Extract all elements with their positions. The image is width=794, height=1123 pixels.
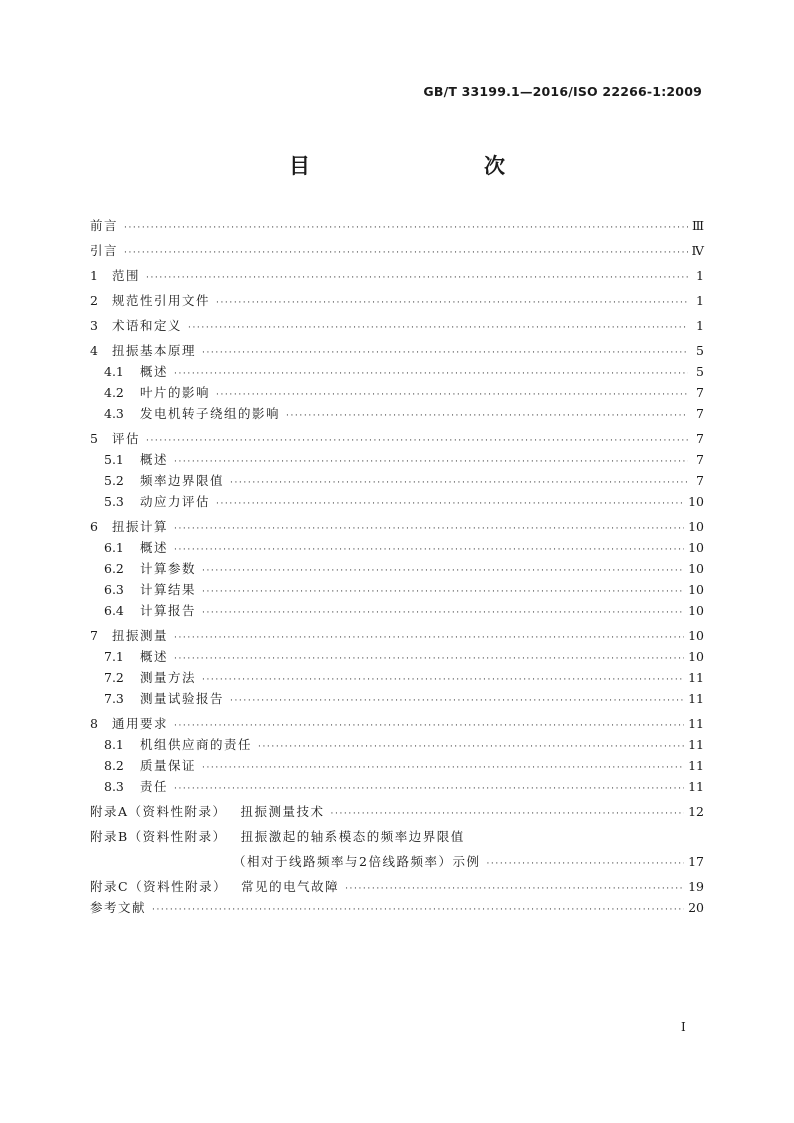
toc-entry-section-8[interactable] [90, 713, 704, 734]
toc-page: 10 [688, 603, 704, 618]
toc-number: 8.1 [104, 737, 124, 752]
toc-label: 扭振计算 [112, 519, 169, 534]
toc-number: 6 [90, 519, 98, 534]
toc-number: 4.1 [104, 364, 124, 379]
toc-label: 计算报告 [140, 603, 197, 618]
toc-label: 概述 [140, 364, 169, 379]
toc-number: 4 [90, 343, 98, 358]
toc-number: 4.3 [104, 406, 124, 421]
toc-label: 发电机转子绕组的影响 [140, 406, 281, 421]
leader-dots [345, 879, 684, 900]
standard-number: GB/T 33199.1—2016/ISO 22266-1:2009 [423, 84, 702, 99]
toc-page: 10 [688, 494, 704, 509]
toc-number: 6.3 [104, 582, 124, 597]
toc-page: 19 [688, 879, 704, 894]
toc-entry-annex-c[interactable] [90, 876, 704, 897]
toc-entry-section-5-1[interactable] [90, 449, 704, 470]
toc-number: 4.2 [104, 385, 124, 400]
toc-number: 1 [90, 268, 98, 283]
toc-label: 叶片的影响 [140, 385, 211, 400]
toc-entry-section-6-3[interactable] [90, 579, 704, 600]
toc-number: 附录A（资料性附录） [90, 804, 227, 819]
toc-page: 5 [696, 364, 704, 379]
leader-dots [188, 318, 688, 339]
toc-number: 6.1 [104, 540, 124, 555]
toc-number: 7.1 [104, 649, 124, 664]
toc-page: 5 [696, 343, 704, 358]
toc-entry-section-6-1[interactable] [90, 537, 704, 558]
toc-entry-section-3[interactable] [90, 315, 704, 336]
toc-number: 3 [90, 318, 98, 333]
toc-page: 11 [688, 737, 704, 752]
toc-page: 1 [696, 318, 704, 333]
toc-entry-section-8-2[interactable] [90, 755, 704, 776]
toc-entry-annex-b-continued[interactable] [90, 851, 704, 872]
leader-dots [174, 649, 684, 670]
toc-entry-section-4-1[interactable] [90, 361, 704, 382]
leader-dots [230, 473, 688, 494]
toc-label: （相对于线路频率与2倍线路频率）示例 [233, 854, 481, 869]
leader-dots [202, 582, 684, 603]
toc-number: 附录C（资料性附录） [90, 879, 228, 894]
toc-label: 前言 [90, 218, 119, 233]
toc-label: 常见的电气故障 [241, 879, 340, 894]
toc-page: 20 [688, 900, 704, 915]
leader-dots [174, 452, 688, 473]
toc-page: 10 [688, 628, 704, 643]
toc-page: 10 [688, 540, 704, 555]
toc-entry-section-4[interactable] [90, 340, 704, 361]
toc-number: 7.3 [104, 691, 124, 706]
leader-dots [124, 243, 687, 264]
toc-page: 7 [696, 385, 704, 400]
toc-entry-section-7-2[interactable] [90, 667, 704, 688]
toc-number: 5.1 [104, 452, 124, 467]
leader-dots [202, 670, 684, 691]
toc-entry-section-2[interactable] [90, 290, 704, 311]
leader-dots [202, 603, 684, 624]
toc-label: 测量试验报告 [140, 691, 225, 706]
leader-dots [124, 218, 688, 239]
toc-entry-section-7[interactable] [90, 625, 704, 646]
toc-entry-introduction[interactable] [90, 240, 704, 261]
toc-entry-annex-b[interactable] [90, 826, 704, 847]
toc-label: 规范性引用文件 [112, 293, 211, 308]
leader-dots [216, 494, 684, 515]
leader-dots [258, 737, 684, 758]
leader-dots [230, 691, 684, 712]
toc-entry-section-6[interactable] [90, 516, 704, 537]
toc-entry-section-8-3[interactable] [90, 776, 704, 797]
toc-page: 7 [696, 473, 704, 488]
toc-entry-section-6-4[interactable] [90, 600, 704, 621]
toc-label: 动应力评估 [140, 494, 211, 509]
toc-page: 10 [688, 649, 704, 664]
toc-entry-annex-a[interactable] [90, 801, 704, 822]
leader-dots [152, 900, 684, 921]
toc-page: 12 [688, 804, 704, 819]
toc-label: 频率边界限值 [140, 473, 225, 488]
toc-page: 1 [696, 293, 704, 308]
leader-dots [174, 779, 684, 800]
toc-entry-section-7-1[interactable] [90, 646, 704, 667]
toc-page: 11 [688, 758, 704, 773]
table-of-contents [90, 215, 704, 918]
toc-entry-section-4-2[interactable] [90, 382, 704, 403]
toc-page: Ⅳ [691, 243, 704, 258]
toc-entry-bibliography[interactable] [90, 897, 704, 918]
toc-label: 范围 [112, 268, 141, 283]
leader-dots [174, 364, 688, 385]
leader-dots [146, 268, 688, 289]
toc-page: 10 [688, 519, 704, 534]
toc-number: 8 [90, 716, 98, 731]
leader-dots [216, 293, 688, 314]
toc-label: 参考文献 [90, 900, 147, 915]
toc-label: 引言 [90, 243, 119, 258]
toc-page: 1 [696, 268, 704, 283]
leader-dots [216, 385, 688, 406]
toc-label: 扭振测量 [112, 628, 169, 643]
toc-page: 17 [688, 854, 704, 869]
toc-entry-section-6-2[interactable] [90, 558, 704, 579]
toc-label: 通用要求 [112, 716, 169, 731]
toc-page: 7 [696, 431, 704, 446]
toc-page: 10 [688, 561, 704, 576]
toc-number: 7 [90, 628, 98, 643]
toc-entry-section-1[interactable] [90, 265, 704, 286]
toc-entry-section-8-1[interactable] [90, 734, 704, 755]
toc-entry-section-7-3[interactable] [90, 688, 704, 709]
toc-number: 附录B（资料性附录） [90, 829, 227, 844]
toc-number: 2 [90, 293, 98, 308]
toc-page: 11 [688, 779, 704, 794]
toc-label: 扭振测量技术 [240, 804, 325, 819]
leader-dots [286, 406, 688, 427]
toc-label: 机组供应商的责任 [140, 737, 253, 752]
toc-page: Ⅲ [691, 218, 704, 233]
toc-number: 6.2 [104, 561, 124, 576]
page-number: Ⅰ [681, 1020, 686, 1034]
toc-label: 评估 [112, 431, 141, 446]
toc-entry-foreword[interactable] [90, 215, 704, 236]
leader-dots [202, 343, 688, 364]
toc-page: 10 [688, 582, 704, 597]
toc-page: 11 [688, 691, 704, 706]
toc-label: 测量方法 [140, 670, 197, 685]
toc-number: 7.2 [104, 670, 124, 685]
toc-entry-section-4-3[interactable] [90, 403, 704, 424]
toc-number: 8.2 [104, 758, 124, 773]
toc-number: 5.3 [104, 494, 124, 509]
toc-number: 6.4 [104, 603, 124, 618]
toc-label: 计算参数 [140, 561, 197, 576]
leader-dots [174, 519, 684, 540]
toc-entry-section-5-3[interactable] [90, 491, 704, 512]
toc-number: 8.3 [104, 779, 124, 794]
leader-dots [174, 628, 684, 649]
toc-label: 责任 [140, 779, 169, 794]
toc-number: 5.2 [104, 473, 124, 488]
toc-label: 扭振基本原理 [112, 343, 197, 358]
toc-entry-section-5[interactable] [90, 428, 704, 449]
toc-number: 5 [90, 431, 98, 446]
toc-entry-section-5-2[interactable] [90, 470, 704, 491]
leader-dots [202, 758, 684, 779]
leader-dots [486, 854, 684, 875]
toc-page: 11 [688, 716, 704, 731]
toc-label: 扭振激起的轴系模态的频率边界限值 [240, 829, 465, 844]
toc-page: 11 [688, 670, 704, 685]
toc-label: 概述 [140, 540, 169, 555]
toc-page: 7 [696, 406, 704, 421]
page-title: 目 次 [289, 154, 549, 178]
toc-page: 7 [696, 452, 704, 467]
leader-dots [331, 804, 685, 825]
toc-label: 计算结果 [140, 582, 197, 597]
toc-label: 质量保证 [140, 758, 197, 773]
leader-dots [146, 431, 688, 452]
toc-label: 概述 [140, 649, 169, 664]
leader-dots [174, 540, 684, 561]
leader-dots [202, 561, 684, 582]
toc-label: 术语和定义 [112, 318, 183, 333]
toc-label: 概述 [140, 452, 169, 467]
